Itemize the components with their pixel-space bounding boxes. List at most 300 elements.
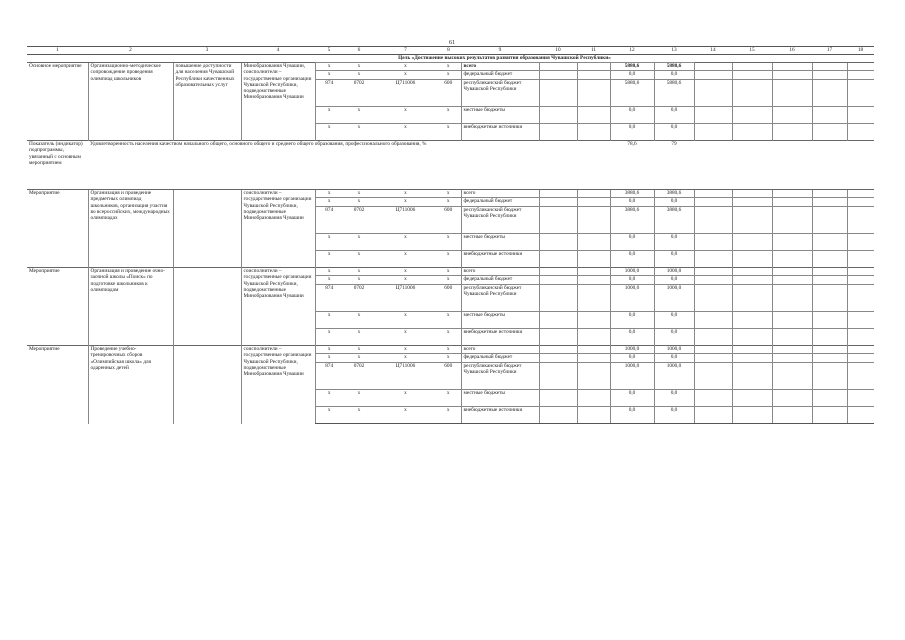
empty-cell xyxy=(694,207,732,234)
empty-cell xyxy=(694,198,732,207)
empty-cell xyxy=(812,234,847,251)
empty-cell xyxy=(847,407,874,424)
empty-cell xyxy=(772,268,812,276)
section-code: x xyxy=(343,124,375,141)
empty-cell xyxy=(539,346,577,354)
empty-cell xyxy=(847,329,874,346)
empty-cell xyxy=(694,312,732,329)
column-number: 4 xyxy=(241,47,315,55)
expense-type-code: x xyxy=(436,407,461,424)
empty-cell xyxy=(577,354,610,363)
empty-cell xyxy=(812,390,847,407)
empty-cell xyxy=(732,390,772,407)
grbs-code: 874 xyxy=(315,285,343,312)
grbs-code: x xyxy=(315,190,343,198)
column-number: 16 xyxy=(772,47,812,55)
funding-source: федеральный бюджет xyxy=(461,354,539,363)
empty-cell xyxy=(539,407,577,424)
funding-source: всего xyxy=(461,346,539,354)
empty-cell xyxy=(694,234,732,251)
section-code: x xyxy=(343,312,375,329)
empty-cell xyxy=(812,251,847,268)
empty-cell xyxy=(772,207,812,234)
header-row xyxy=(27,47,874,55)
funding-source: местные бюджеты xyxy=(461,107,539,124)
expense-type-code: x xyxy=(436,276,461,285)
value-col-13: 0,0 xyxy=(654,390,694,407)
expense-type-code: x xyxy=(436,354,461,363)
empty-cell xyxy=(772,234,812,251)
grbs-code: x xyxy=(315,124,343,141)
target-article-code: x xyxy=(375,276,436,285)
expense-type-code: x xyxy=(436,63,461,71)
empty-cell xyxy=(732,80,772,107)
empty-cell xyxy=(539,363,577,390)
empty-cell xyxy=(772,312,812,329)
value-col-12: 0,0 xyxy=(610,407,654,424)
empty-cell xyxy=(812,312,847,329)
activity-name: Проведение учебно-тренировочных сборов «Олимпийская школа» для одаренных детей xyxy=(88,346,173,424)
target-article-code: Ц711006 xyxy=(375,80,436,107)
empty-cell xyxy=(694,390,732,407)
grbs-code: x xyxy=(315,268,343,276)
empty-cell xyxy=(694,268,732,276)
empty-cell xyxy=(732,190,772,198)
empty-cell xyxy=(812,407,847,424)
funding-source: внебюджетные источники xyxy=(461,329,539,346)
empty-cell xyxy=(694,285,732,312)
empty-cell xyxy=(772,80,812,107)
program-table xyxy=(27,46,874,424)
empty-cell xyxy=(847,390,874,407)
executors: Минобразования Чувашии, соисполнители – государственные организации Чувашской Республики, подведомственные Минобразования Чувашии xyxy=(241,63,315,141)
funding-row xyxy=(27,346,874,354)
target-article-code: x xyxy=(375,329,436,346)
empty-cell xyxy=(694,346,732,354)
empty-cell xyxy=(812,141,847,190)
funding-row xyxy=(27,190,874,198)
empty-cell xyxy=(772,390,812,407)
target-article-code: x xyxy=(375,346,436,354)
empty-cell xyxy=(772,198,812,207)
empty-cell xyxy=(732,207,772,234)
empty-cell xyxy=(847,207,874,234)
target-article-code: x xyxy=(375,407,436,424)
column-number: 6 xyxy=(343,47,375,55)
indicator-row xyxy=(27,141,874,190)
target-article-code: x xyxy=(375,251,436,268)
empty-cell xyxy=(847,285,874,312)
funding-row xyxy=(27,63,874,71)
indicator-label: Показатель (индикатор) подпрограммы, увязанный с основным мероприятием xyxy=(27,141,88,190)
funding-source: всего xyxy=(461,63,539,71)
activity-name: Организация и проведение предметных олимпиад школьников, организация участия во всероссийских, международных олимпиадах xyxy=(88,190,173,268)
funding-source: федеральный бюджет xyxy=(461,198,539,207)
executors: соисполнители – государственные организации Чувашской Республики, подведомственные Минобразования Чувашии xyxy=(241,190,315,268)
value-col-13: 0,0 xyxy=(654,312,694,329)
section-code: x xyxy=(343,407,375,424)
empty-cell xyxy=(577,234,610,251)
expected-result xyxy=(173,268,241,346)
grbs-code: x xyxy=(315,71,343,80)
expense-type-code: x xyxy=(436,124,461,141)
value-col-13: 0,0 xyxy=(654,107,694,124)
value-col-12: 0,0 xyxy=(610,251,654,268)
value-col-12: 0,0 xyxy=(610,276,654,285)
empty-cell xyxy=(772,141,812,190)
expense-type-code: x xyxy=(436,268,461,276)
target-article-code: Ц711006 xyxy=(375,285,436,312)
grbs-code: 874 xyxy=(315,207,343,234)
grbs-code: x xyxy=(315,390,343,407)
empty-cell xyxy=(732,107,772,124)
empty-cell xyxy=(539,268,577,276)
value-col-13: 1000,0 xyxy=(654,346,694,354)
section-code: x xyxy=(343,251,375,268)
empty-cell xyxy=(577,190,610,198)
empty-cell xyxy=(732,329,772,346)
value-col-13: 0,0 xyxy=(654,124,694,141)
empty-cell xyxy=(812,354,847,363)
empty-cell xyxy=(847,276,874,285)
funding-source: внебюджетные источники xyxy=(461,124,539,141)
funding-source: республиканский бюджет Чувашской Республики xyxy=(461,207,539,234)
column-number: 2 xyxy=(88,47,173,55)
section-code: x xyxy=(343,346,375,354)
grbs-code: x xyxy=(315,354,343,363)
value-col-12: 0,0 xyxy=(610,312,654,329)
expense-type-code: x xyxy=(436,190,461,198)
empty-cell xyxy=(694,251,732,268)
empty-cell xyxy=(772,276,812,285)
empty-cell xyxy=(577,124,610,141)
empty-cell xyxy=(847,141,874,190)
empty-cell xyxy=(812,268,847,276)
section-code: 0702 xyxy=(343,80,375,107)
funding-source: внебюджетные источники xyxy=(461,407,539,424)
row-type: Основное мероприятие xyxy=(27,63,88,141)
empty-cell xyxy=(847,124,874,141)
empty-cell xyxy=(772,354,812,363)
grbs-code: x xyxy=(315,251,343,268)
funding-source: федеральный бюджет xyxy=(461,71,539,80)
empty-cell xyxy=(847,234,874,251)
empty-cell xyxy=(732,198,772,207)
value-col-12: 0,0 xyxy=(610,390,654,407)
empty-cell xyxy=(694,63,732,71)
grbs-code: x xyxy=(315,198,343,207)
section-code: x xyxy=(343,354,375,363)
value-col-13: 0,0 xyxy=(654,329,694,346)
value-col-12: 1000,0 xyxy=(610,363,654,390)
empty-cell xyxy=(847,268,874,276)
indicator-text: Удовлетворенность населения качеством начального общего, основного общего и среднего общего образования, профессионального образования, % xyxy=(88,141,610,190)
funding-source: республиканский бюджет Чувашской Республики xyxy=(461,285,539,312)
empty-cell xyxy=(539,124,577,141)
funding-source: всего xyxy=(461,268,539,276)
empty-cell xyxy=(694,107,732,124)
empty-cell xyxy=(539,390,577,407)
value-col-12: 0,0 xyxy=(610,329,654,346)
grbs-code: x xyxy=(315,312,343,329)
value-col-12: 0,0 xyxy=(610,124,654,141)
column-number: 5 xyxy=(315,47,343,55)
target-article-code: Ц711006 xyxy=(375,363,436,390)
grbs-code: x xyxy=(315,107,343,124)
column-number: 14 xyxy=(694,47,732,55)
target-article-code: Ц711006 xyxy=(375,207,436,234)
empty-cell xyxy=(732,363,772,390)
value-col-13: 0,0 xyxy=(654,71,694,80)
empty-cell xyxy=(812,276,847,285)
value-col-12: 5880,6 xyxy=(610,80,654,107)
target-article-code: x xyxy=(375,124,436,141)
empty-cell xyxy=(732,71,772,80)
empty-cell xyxy=(812,80,847,107)
grbs-code: 874 xyxy=(315,363,343,390)
empty-cell xyxy=(539,251,577,268)
empty-cell xyxy=(539,71,577,80)
page-number: 61 xyxy=(449,40,455,46)
section-code: x xyxy=(343,268,375,276)
indicator-value-12: 78,6 xyxy=(610,141,654,190)
empty-cell xyxy=(577,107,610,124)
empty-cell xyxy=(847,71,874,80)
value-col-12: 0,0 xyxy=(610,71,654,80)
empty-cell xyxy=(694,276,732,285)
value-col-12: 0,0 xyxy=(610,107,654,124)
value-col-13: 0,0 xyxy=(654,198,694,207)
empty-cell xyxy=(539,312,577,329)
empty-cell xyxy=(577,390,610,407)
column-number: 10 xyxy=(539,47,577,55)
target-article-code: x xyxy=(375,190,436,198)
target-article-code: x xyxy=(375,354,436,363)
goal-spacer xyxy=(27,55,315,63)
empty-cell xyxy=(539,107,577,124)
empty-cell xyxy=(812,346,847,354)
empty-cell xyxy=(732,63,772,71)
empty-cell xyxy=(539,329,577,346)
empty-cell xyxy=(577,207,610,234)
empty-cell xyxy=(847,346,874,354)
funding-source: республиканский бюджет Чувашской Республики xyxy=(461,363,539,390)
value-col-12: 1000,0 xyxy=(610,285,654,312)
empty-cell xyxy=(539,276,577,285)
value-col-12: 5880,6 xyxy=(610,63,654,71)
activity-name: Организация и проведение очно-заочной школы «Поиск» по подготовке школьников к олимпиадам xyxy=(88,268,173,346)
value-col-12: 3880,6 xyxy=(610,207,654,234)
value-col-13: 0,0 xyxy=(654,251,694,268)
expense-type-code: x xyxy=(436,390,461,407)
empty-cell xyxy=(847,107,874,124)
empty-cell xyxy=(577,268,610,276)
empty-cell xyxy=(539,198,577,207)
expected-result xyxy=(173,346,241,424)
target-article-code: x xyxy=(375,390,436,407)
empty-cell xyxy=(539,354,577,363)
value-col-13: 0,0 xyxy=(654,276,694,285)
empty-cell xyxy=(812,63,847,71)
column-number: 18 xyxy=(847,47,874,55)
goal-row xyxy=(27,55,874,63)
funding-row xyxy=(27,268,874,276)
value-col-12: 0,0 xyxy=(610,198,654,207)
column-number: 15 xyxy=(732,47,772,55)
value-col-13: 1000,0 xyxy=(654,363,694,390)
section-code: x xyxy=(343,329,375,346)
empty-cell xyxy=(577,198,610,207)
column-number: 9 xyxy=(461,47,539,55)
empty-cell xyxy=(732,276,772,285)
grbs-code: x xyxy=(315,329,343,346)
empty-cell xyxy=(694,141,732,190)
column-number: 3 xyxy=(173,47,241,55)
empty-cell xyxy=(772,285,812,312)
empty-cell xyxy=(577,312,610,329)
expense-type-code: x xyxy=(436,251,461,268)
expense-type-code: x xyxy=(436,234,461,251)
empty-cell xyxy=(812,198,847,207)
expected-result: повышение доступности для населения Чувашской Республики качественных образовательных услуг xyxy=(173,63,241,141)
value-col-13: 1000,0 xyxy=(654,268,694,276)
empty-cell xyxy=(772,107,812,124)
value-col-13: 5880,6 xyxy=(654,63,694,71)
expense-type-code: 600 xyxy=(436,285,461,312)
empty-cell xyxy=(539,285,577,312)
section-code: x xyxy=(343,234,375,251)
funding-source: внебюджетные источники xyxy=(461,251,539,268)
expense-type-code: x xyxy=(436,198,461,207)
empty-cell xyxy=(539,207,577,234)
empty-cell xyxy=(732,251,772,268)
empty-cell xyxy=(732,407,772,424)
value-col-13: 5880,6 xyxy=(654,80,694,107)
value-col-12: 1000,0 xyxy=(610,268,654,276)
funding-source: местные бюджеты xyxy=(461,234,539,251)
expense-type-code: x xyxy=(436,312,461,329)
empty-cell xyxy=(772,346,812,354)
section-code: 0702 xyxy=(343,363,375,390)
section-code: x xyxy=(343,107,375,124)
empty-cell xyxy=(812,329,847,346)
empty-cell xyxy=(812,363,847,390)
row-type: Мероприятие xyxy=(27,190,88,268)
empty-cell xyxy=(577,329,610,346)
empty-cell xyxy=(772,71,812,80)
empty-cell xyxy=(732,268,772,276)
value-col-13: 0,0 xyxy=(654,354,694,363)
expense-type-code: 600 xyxy=(436,80,461,107)
expense-type-code: x xyxy=(436,71,461,80)
section-code: x xyxy=(343,276,375,285)
empty-cell xyxy=(847,80,874,107)
expected-result xyxy=(173,190,241,268)
empty-cell xyxy=(577,63,610,71)
executors: соисполнители – государственные организации Чувашской Республики, подведомственные Минобразования Чувашии xyxy=(241,346,315,424)
column-number: 11 xyxy=(577,47,610,55)
expense-type-code: x xyxy=(436,329,461,346)
value-col-12: 3880,6 xyxy=(610,190,654,198)
target-article-code: x xyxy=(375,268,436,276)
empty-cell xyxy=(577,80,610,107)
empty-cell xyxy=(732,285,772,312)
grbs-code: x xyxy=(315,276,343,285)
empty-cell xyxy=(577,71,610,80)
goal-spacer xyxy=(694,55,874,63)
row-type: Мероприятие xyxy=(27,346,88,424)
column-number: 8 xyxy=(436,47,461,55)
empty-cell xyxy=(694,354,732,363)
empty-cell xyxy=(847,190,874,198)
empty-cell xyxy=(772,63,812,71)
empty-cell xyxy=(732,354,772,363)
empty-cell xyxy=(847,63,874,71)
column-number: 13 xyxy=(654,47,694,55)
empty-cell xyxy=(577,407,610,424)
value-col-13: 0,0 xyxy=(654,407,694,424)
empty-cell xyxy=(847,363,874,390)
empty-cell xyxy=(732,141,772,190)
empty-cell xyxy=(732,234,772,251)
value-col-13: 3880,6 xyxy=(654,207,694,234)
target-article-code: x xyxy=(375,63,436,71)
empty-cell xyxy=(847,198,874,207)
value-col-13: 3880,6 xyxy=(654,190,694,198)
section-code: x xyxy=(343,190,375,198)
section-code: 0702 xyxy=(343,207,375,234)
empty-cell xyxy=(577,363,610,390)
empty-cell xyxy=(772,363,812,390)
section-code: x xyxy=(343,71,375,80)
empty-cell xyxy=(539,80,577,107)
empty-cell xyxy=(772,190,812,198)
empty-cell xyxy=(772,251,812,268)
empty-cell xyxy=(812,107,847,124)
value-col-12: 0,0 xyxy=(610,234,654,251)
funding-source: местные бюджеты xyxy=(461,390,539,407)
empty-cell xyxy=(577,276,610,285)
empty-cell xyxy=(772,124,812,141)
empty-cell xyxy=(694,329,732,346)
column-number: 12 xyxy=(610,47,654,55)
empty-cell xyxy=(694,71,732,80)
column-number: 17 xyxy=(812,47,847,55)
funding-source: местные бюджеты xyxy=(461,312,539,329)
target-article-code: x xyxy=(375,312,436,329)
grbs-code: 874 xyxy=(315,80,343,107)
empty-cell xyxy=(539,63,577,71)
empty-cell xyxy=(694,80,732,107)
empty-cell xyxy=(694,124,732,141)
empty-cell xyxy=(539,234,577,251)
empty-cell xyxy=(732,124,772,141)
section-code: x xyxy=(343,390,375,407)
empty-cell xyxy=(847,251,874,268)
empty-cell xyxy=(812,71,847,80)
target-article-code: x xyxy=(375,107,436,124)
empty-cell xyxy=(732,312,772,329)
expense-type-code: 600 xyxy=(436,207,461,234)
section-code: x xyxy=(343,63,375,71)
empty-cell xyxy=(577,251,610,268)
empty-cell xyxy=(812,207,847,234)
target-article-code: x xyxy=(375,71,436,80)
empty-cell xyxy=(812,285,847,312)
column-number: 1 xyxy=(27,47,88,55)
empty-cell xyxy=(577,285,610,312)
value-col-12: 1000,0 xyxy=(610,346,654,354)
